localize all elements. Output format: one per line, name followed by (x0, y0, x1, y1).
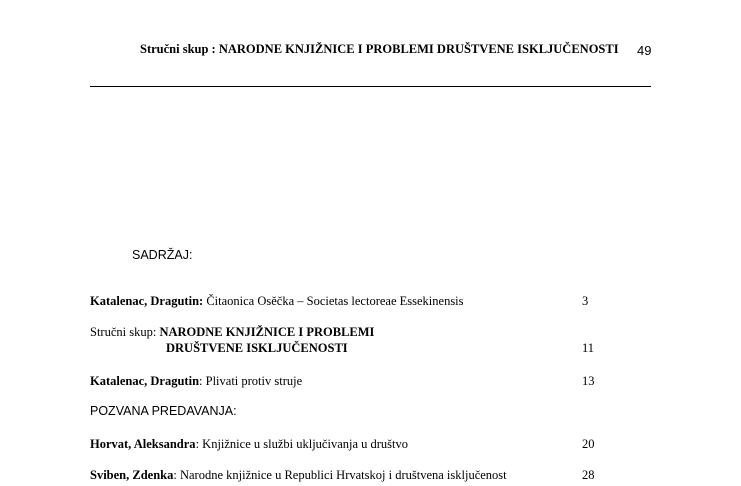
toc-entry-title: Čitaonica Osěčka – Societas lectoreae Essekinensis (203, 294, 464, 308)
toc-entry (90, 324, 610, 356)
toc-entry-author: Katalenac, Dragutin (90, 374, 200, 388)
toc-entry-prefix: Stručni skup: (90, 325, 160, 339)
toc-entry-author: Horvat, Aleksandra (90, 437, 196, 451)
toc-entry-page: 3 (582, 294, 589, 308)
toc-entry-title: : Narodne knjižnice u Republici Hrvatskoj i društvena isključenost (173, 468, 507, 482)
toc-entry-page: 28 (582, 468, 595, 482)
toc-entry-author: Sviben, Zdenka (90, 468, 174, 482)
page-number: 49 (637, 43, 652, 58)
toc-entry-page: 20 (582, 437, 595, 451)
toc-entry (90, 436, 610, 452)
header-rule (90, 86, 651, 87)
toc-entry-title-line2: DRUŠTVENE ISKLJUČENOSTI (166, 341, 348, 355)
toc-entry-page: 13 (582, 374, 595, 388)
toc-entry-page: 11 (582, 341, 595, 355)
toc-entry (90, 373, 610, 389)
toc-entry-title: : Plivati protiv struje (199, 374, 303, 388)
toc-entry-title: : Knjižnice u službi uključivanja u društvo (195, 437, 409, 451)
section-label-invited-lectures: POZVANA PREDAVANJA: (90, 404, 237, 418)
toc-entry (90, 293, 610, 309)
toc-entry-title-line1: NARODNE KNJIŽNICE I PROBLEMI (159, 325, 375, 339)
toc-entry-author: Katalenac, Dragutin: (90, 294, 204, 308)
running-header-title: Stručni skup : NARODNE KNJIŽNICE I PROBLEMI DRUŠTVENE ISKLJUČENOSTI (140, 42, 619, 56)
toc-heading: SADRŽAJ: (132, 248, 193, 262)
toc-entry (90, 467, 610, 483)
